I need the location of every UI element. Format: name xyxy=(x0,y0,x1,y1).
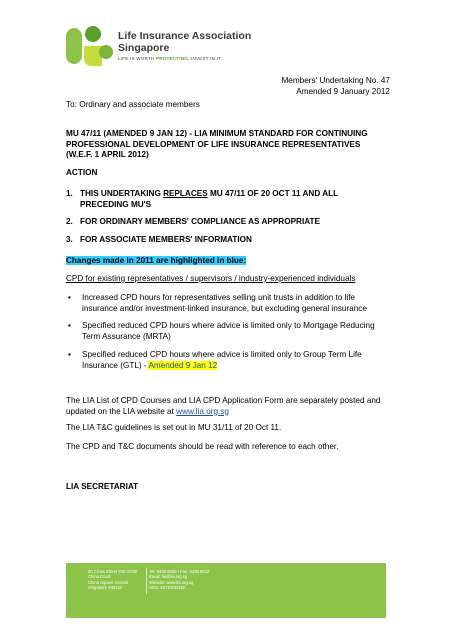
lia-logo xyxy=(66,22,266,68)
footer-band xyxy=(66,563,386,618)
cpd-heading: CPD for existing representatives / supervisors / industry-experienced individuals xyxy=(66,274,356,283)
changes-note: Changes made in 2011 are highlighted in blue: xyxy=(66,256,247,265)
logo-name-line2: Singapore xyxy=(118,42,170,54)
bullet-item-2: ▪ Specified reduced CPD hours where advice is limited only to Mortgage Reducing Term Assurance (MRTA) xyxy=(68,321,375,341)
footer-address: 20 Cross Street #02-07/08 China Court China Square Central Singapore 048422 xyxy=(88,569,138,591)
logo-tagline: LIFE IS WORTH PROTECTING. INVEST IN IT. xyxy=(118,56,223,61)
bullet-item-1: ▪ Increased CPD hours for representatives selling unit trusts in addition to life insurance and/or investment-linked insurance, but excluding general insurance xyxy=(68,293,367,313)
action-heading: ACTION xyxy=(66,168,98,177)
undertaking-number: Members' Undertaking No. 47 xyxy=(281,76,390,85)
amended-note: Amended 9 Jan 12 xyxy=(148,360,218,370)
lia-logo-mark-icon xyxy=(66,22,114,68)
addressee: To: Ordinary and associate members xyxy=(66,100,200,109)
lia-website-link[interactable]: www.lia.org.sg xyxy=(176,406,229,416)
document-reference xyxy=(281,76,390,97)
bullet-item-3: ▪ Specified reduced CPD hours where advice is limited only to Group Term Life Insurance (GTL) - Amended 9 Jan 12 xyxy=(68,350,362,370)
document-title: MU 47/11 (AMENDED 9 JAN 12) - LIA MINIMUM STANDARD FOR CONTINUING PROFESSIONAL DEVELOPMENT OF LIFE INSURANCE REPRESENTATIVES (W.E.F. 1 APRIL 2012) xyxy=(66,129,368,159)
cpd-courses-paragraph: The LIA List of CPD Courses and LIA CPD Application Form are separately posted and updated on the LIA website at www.lia.org.sg xyxy=(66,396,381,416)
action-item-1: 1. THIS UNDERTAKING REPLACES MU 47/11 OF 20 OCT 11 AND ALL PRECEDING MU'S xyxy=(66,189,338,209)
action-item-3: 3. FOR ASSOCIATE MEMBERS' INFORMATION xyxy=(66,235,252,244)
signoff: LIA SECRETARIAT xyxy=(66,482,139,491)
action-item-2: 2. FOR ORDINARY MEMBERS' COMPLIANCE AS APPROPRIATE xyxy=(66,217,321,226)
read-together-paragraph: The CPD and T&C documents should be read with reference to each other. xyxy=(66,442,339,451)
footer-divider xyxy=(146,568,147,594)
footer-contact: Tel: 6438 8900 • Fax: 6438 6832 Email: lia@lia.org.sg Website: www.lia.org.sg UEN: S67SS0034D xyxy=(149,569,210,591)
amendment-date: Amended 9 January 2012 xyxy=(296,86,390,96)
tc-guidelines-paragraph: The LIA T&C guidelines is set out in MU 31/11 of 20 Oct 11. xyxy=(66,423,282,432)
logo-name-line1: Life Insurance Association xyxy=(118,30,252,42)
